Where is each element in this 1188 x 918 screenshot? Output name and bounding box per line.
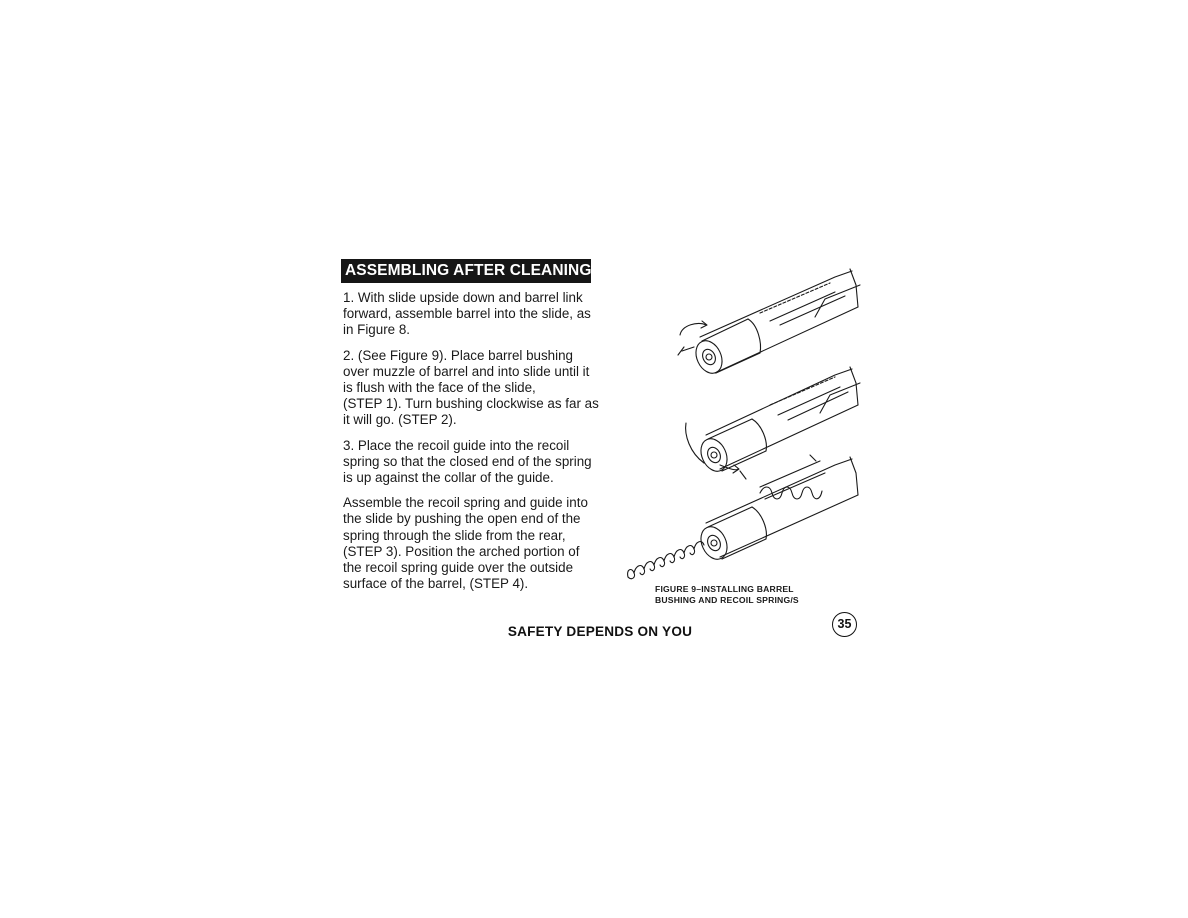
- instructions-body: [343, 290, 633, 601]
- figure-caption: [655, 584, 855, 606]
- step-3-slide-drawing: [628, 455, 858, 579]
- page-footer: SAFETY DEPENDS ON YOU: [507, 624, 693, 639]
- figure-9-illustration: [620, 255, 870, 585]
- paragraph-step-1: 1. With slide upside down and barrel link forward, assemble barrel into the slide, as in Figure 8.: [343, 290, 591, 338]
- section-heading: ASSEMBLING AFTER CLEANING: [341, 259, 591, 283]
- page-number-badge: 35: [832, 612, 857, 637]
- paragraph-step-2: 2. (See Figure 9). Place barrel bushing over muzzle of barrel and into slide until it is flush with the face of the slide, (STEP 1). Turn bushing clockwise as far as it will go. (STEP 2).: [343, 347, 599, 428]
- step-1-slide-drawing: [678, 269, 860, 377]
- figure-caption-line-1: FIGURE 9–INSTALLING BARREL: [655, 584, 794, 594]
- paragraph-step-4: Assemble the recoil spring and guide into the slide by pushing the open end of the spring through the slide from the rear, (STEP 3). Position the arched portion of the recoil spring guide over the outside surface of the barrel, (STEP 4).: [343, 495, 588, 592]
- step-2-slide-drawing: [686, 367, 860, 475]
- figure-caption-line-2: BUSHING AND RECOIL SPRING/S: [655, 595, 799, 605]
- paragraph-step-3: 3. Place the recoil guide into the recoil spring so that the closed end of the spring is up against the collar of the guide.: [343, 437, 592, 486]
